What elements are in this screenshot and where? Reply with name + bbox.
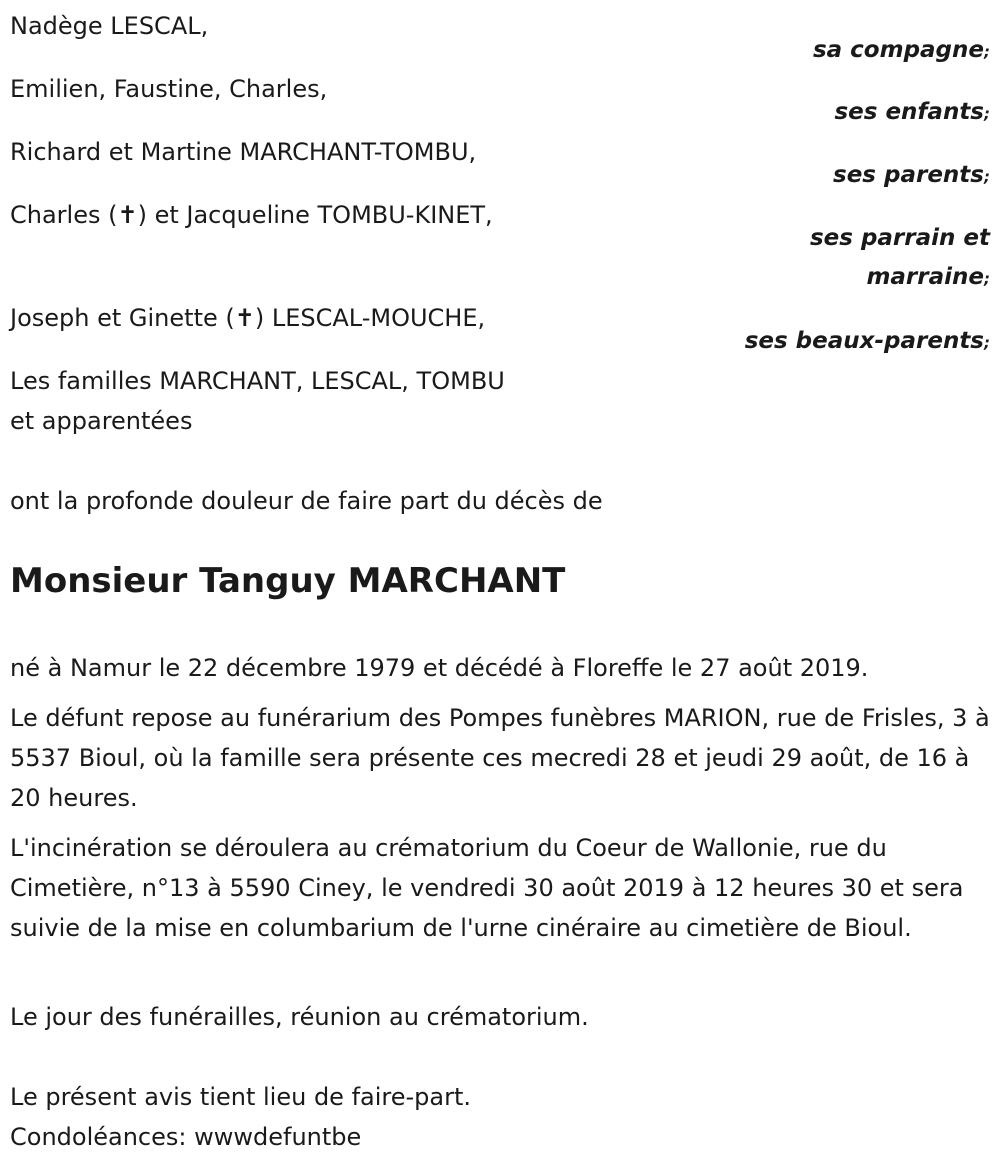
deceased-name: Monsieur Tanguy MARCHANT xyxy=(10,561,566,601)
announcement-text: ont la profonde douleur de faire part du décès de xyxy=(10,487,603,515)
relation-godparents-line1: ses parrain et xyxy=(809,225,990,251)
family-name-children: Emilien, Faustine, Charles, xyxy=(10,75,328,103)
relation-children: ses enfants; xyxy=(834,99,990,125)
family-name-in-laws: Joseph et Ginette (✝) LESCAL-MOUCHE, xyxy=(10,304,486,332)
footer-notice: Le présent avis tient lieu de faire-part. xyxy=(10,1083,472,1111)
funerarium-paragraph: Le défunt repose au funérarium des Pompes funèbres MARION, rue de Frisles, 3 à 5537 Bioul, où la famille sera présente ces mecredi 28 et jeudi 29 août, de 16 à 20 heures. xyxy=(10,704,990,812)
condolences-line: Condoléances: wwwdefuntbe xyxy=(10,1123,362,1151)
family-name-godparents: Charles (✝) et Jacqueline TOMBU-KINET, xyxy=(10,201,493,229)
families-line-2: et apparentées xyxy=(10,407,193,435)
families-line-1: Les familles MARCHANT, LESCAL, TOMBU xyxy=(10,367,505,395)
birth-death-paragraph: né à Namur le 22 décembre 1979 et décédé à Floreffe le 27 août 2019. xyxy=(10,654,869,682)
family-name-parents: Richard et Martine MARCHANT-TOMBU, xyxy=(10,138,477,166)
family-name-companion: Nadège LESCAL, xyxy=(10,12,209,40)
relation-godparents-line2: marraine; xyxy=(866,264,990,290)
cremation-paragraph: L'incinération se déroulera au crématorium du Coeur de Wallonie, rue du Cimetière, n°13 à 5590 Ciney, le vendredi 30 août 2019 à 12 heures 30 et sera suivie de la mise en columbarium de l'urne cinéraire au cimetière de Bioul. xyxy=(10,834,964,942)
gathering-paragraph: Le jour des funérailles, réunion au crématorium. xyxy=(10,1003,589,1031)
relation-companion: sa compagne; xyxy=(812,37,990,63)
relation-in-laws: ses beaux-parents; xyxy=(744,328,990,354)
relation-parents: ses parents; xyxy=(833,162,990,188)
